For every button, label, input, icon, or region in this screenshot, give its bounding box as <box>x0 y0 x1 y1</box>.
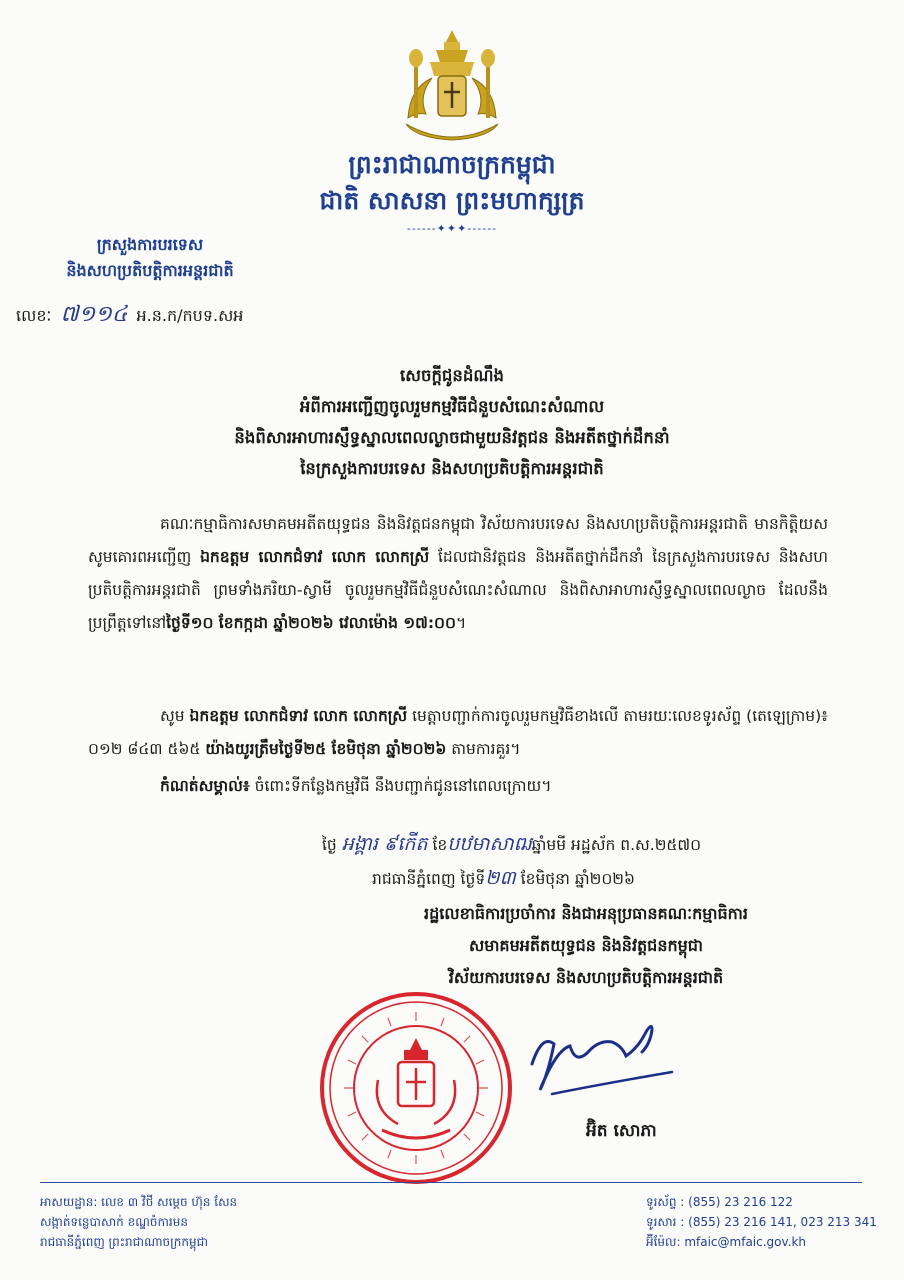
signatory-name: អ៊ិត សោភា <box>586 1121 657 1141</box>
solar-suffix: ខែមិថុនា ឆ្នាំ២០២៦ <box>515 870 635 888</box>
p1-honorifics: ឯកឧត្ដម លោកជំទាវ លោក លោកស្រី <box>200 548 430 566</box>
p1-end: ។ <box>456 614 467 632</box>
footer-address-line1: អាសយដ្ឋាន: លេខ ៣ វិថី សម្តេច ហ៊ុន សែន <box>40 1195 238 1209</box>
p1-event-date: ថ្ងៃទី១០ ខែកក្កដា ឆ្នាំ២០២៦ វេលាម៉ោង ១៧:០០ <box>166 614 456 632</box>
p2-end: តាមការគួរ។ <box>446 740 521 758</box>
p1-text-c: ដែលជានិវត្តជន និងអតីតថ្នាក់ដឹកនាំ នៃក្រសួងការបរទេស និងសហប្រតិបត្តិការអន្តរជាតិ ព្រមទាំងភរិយា-ស្វាមី ចូលរួមកម្មវិធីជំនួបសំណេះសំណាល និងពិសាអាហារស្ញឹទ្ធស្នាលពេលល្ងាច ដែលនឹងប្រព្រឹត្តទៅនៅ <box>88 548 828 632</box>
solar-prefix: រាជធានីភ្នំពេញ ថ្ងៃទី <box>372 870 486 888</box>
note-label: កំណត់សម្គាល់៖ <box>160 777 250 795</box>
title-line3: និងពិសារអាហារស្ញឹទ្ធស្នាលពេលល្ងាចជាមួយនិវត្តជន និងអតីតថ្នាក់ដឹកនាំ <box>234 428 670 447</box>
kingdom-motto: ជាតិ សាសនា ព្រះមហាក្សត្រ <box>319 186 585 215</box>
kingdom-title: ព្រះរាជាណាចក្រកម្ពុជា <box>348 150 556 179</box>
ministry-name <box>40 232 260 284</box>
signatory-line1: រដ្ឋលេខាធិការប្រចាំការ និងជាអនុប្រធានគណៈកម្មាធិការ <box>424 904 748 923</box>
signatory-title <box>296 898 876 994</box>
title-line2: អំពីការអញ្ជើញចូលរួមកម្មវិធីជំនួបសំណេះសំណាល <box>299 397 605 416</box>
title-ornament: ------✦✦✦------ <box>406 222 498 235</box>
p1-text-a: គណៈកម្មាធិការសមាគមអតីតយុទ្ធជន និងនិវត្តជនកម្ពុជា វិស័យការបរទេស និងសហប្រតិបត្តិការអន្តរជាតិ មានកិត្តិយសសូមគោរពអញ្ជើញ <box>88 515 828 566</box>
footer-address-line3: រាជធានីភ្នំពេញ ព្រះរាជាណាចក្រកម្ពុជា <box>40 1235 208 1249</box>
body-paragraph-1 <box>88 508 828 640</box>
footer-phone: ទូរស័ព្ទ : (855) 23 216 122 <box>646 1195 793 1209</box>
footer-fax: ទូរសារ : (855) 23 216 141, 023 213 341 <box>646 1215 877 1229</box>
signatory-line3: វិស័យការបរទេស និងសហប្រតិបត្តិការអន្តរជាតិ <box>448 968 724 987</box>
official-seal-stamp <box>318 990 514 1186</box>
reference-prefix: លេខៈ <box>16 306 52 325</box>
body-paragraph-2 <box>88 700 828 766</box>
lunar-month-prefix: ខែ <box>432 836 448 854</box>
title-line1: សេចក្ដីជូនដំណឹង <box>400 366 504 385</box>
lunar-month-handwritten: បឋមាសាឍ <box>447 833 532 855</box>
reference-number <box>16 300 243 332</box>
ministry-line2: និងសហប្រតិបត្តិការអន្តរជាតិ <box>66 261 234 280</box>
footer-address <box>40 1192 237 1252</box>
handwritten-signature <box>512 1012 682 1102</box>
signatory-line2: សមាគមអតីតយុទ្ធជន និងនិវត្តជនកម្ពុជា <box>468 936 704 955</box>
royal-crest-emblem <box>392 28 512 146</box>
ministry-line1: ក្រសួងការបរទេស <box>96 235 204 254</box>
lunar-suffix: ឆ្នាំមមី អដ្ឋស័ក ព.ស.២៥៧០ <box>531 836 702 854</box>
footer-address-line2: សង្កាត់ទន្លេបាសាក់ ខណ្ឌចំការមន <box>40 1215 188 1229</box>
solar-date <box>372 866 635 894</box>
lunar-date <box>322 832 701 860</box>
title-line4: នៃក្រសួងការបរទេស និងសហប្រតិបត្តិការអន្តរជាតិ <box>300 459 604 478</box>
notice-title <box>0 360 904 484</box>
solar-day-handwritten: ២៣ <box>485 867 516 889</box>
footer-divider <box>40 1182 862 1183</box>
p2-deadline: យ៉ាងយូរត្រឹមថ្ងៃទី២៥ ខែមិថុនា ឆ្នាំ២០២៦ <box>205 740 447 758</box>
reference-suffix: អ.ន.ក/កបទ.សអ <box>136 306 244 325</box>
p2-text-a: សូម <box>160 707 190 725</box>
lunar-prefix: ថ្ងៃ <box>322 836 337 854</box>
footer-contacts <box>646 1192 877 1252</box>
reference-handwritten-number: ៧១១៤ <box>60 302 128 327</box>
p2-text-c: មេត្តាបញ្ជាក់ការចូលរួមកម្មវិធីខាងលើ តាមរយៈលេខទូរស័ព្ទ (តេឡេក្រាម)៖ ០១២ ៨៤៣ ៥៦៥ <box>88 707 828 758</box>
p2-honorifics: ឯកឧត្ដម លោកជំទាវ លោក លោកស្រី <box>189 707 408 725</box>
note-text: ចំពោះទីកន្លែងកម្មវិធី នឹងបញ្ជាក់ជូននៅពេលក្រោយ។ <box>249 777 552 795</box>
note <box>160 776 551 799</box>
lunar-day-handwritten: អង្គារ ៩កើត <box>341 833 428 855</box>
footer-email[interactable]: អ៊ីម៉ែល: mfaic@mfaic.gov.kh <box>646 1235 807 1249</box>
